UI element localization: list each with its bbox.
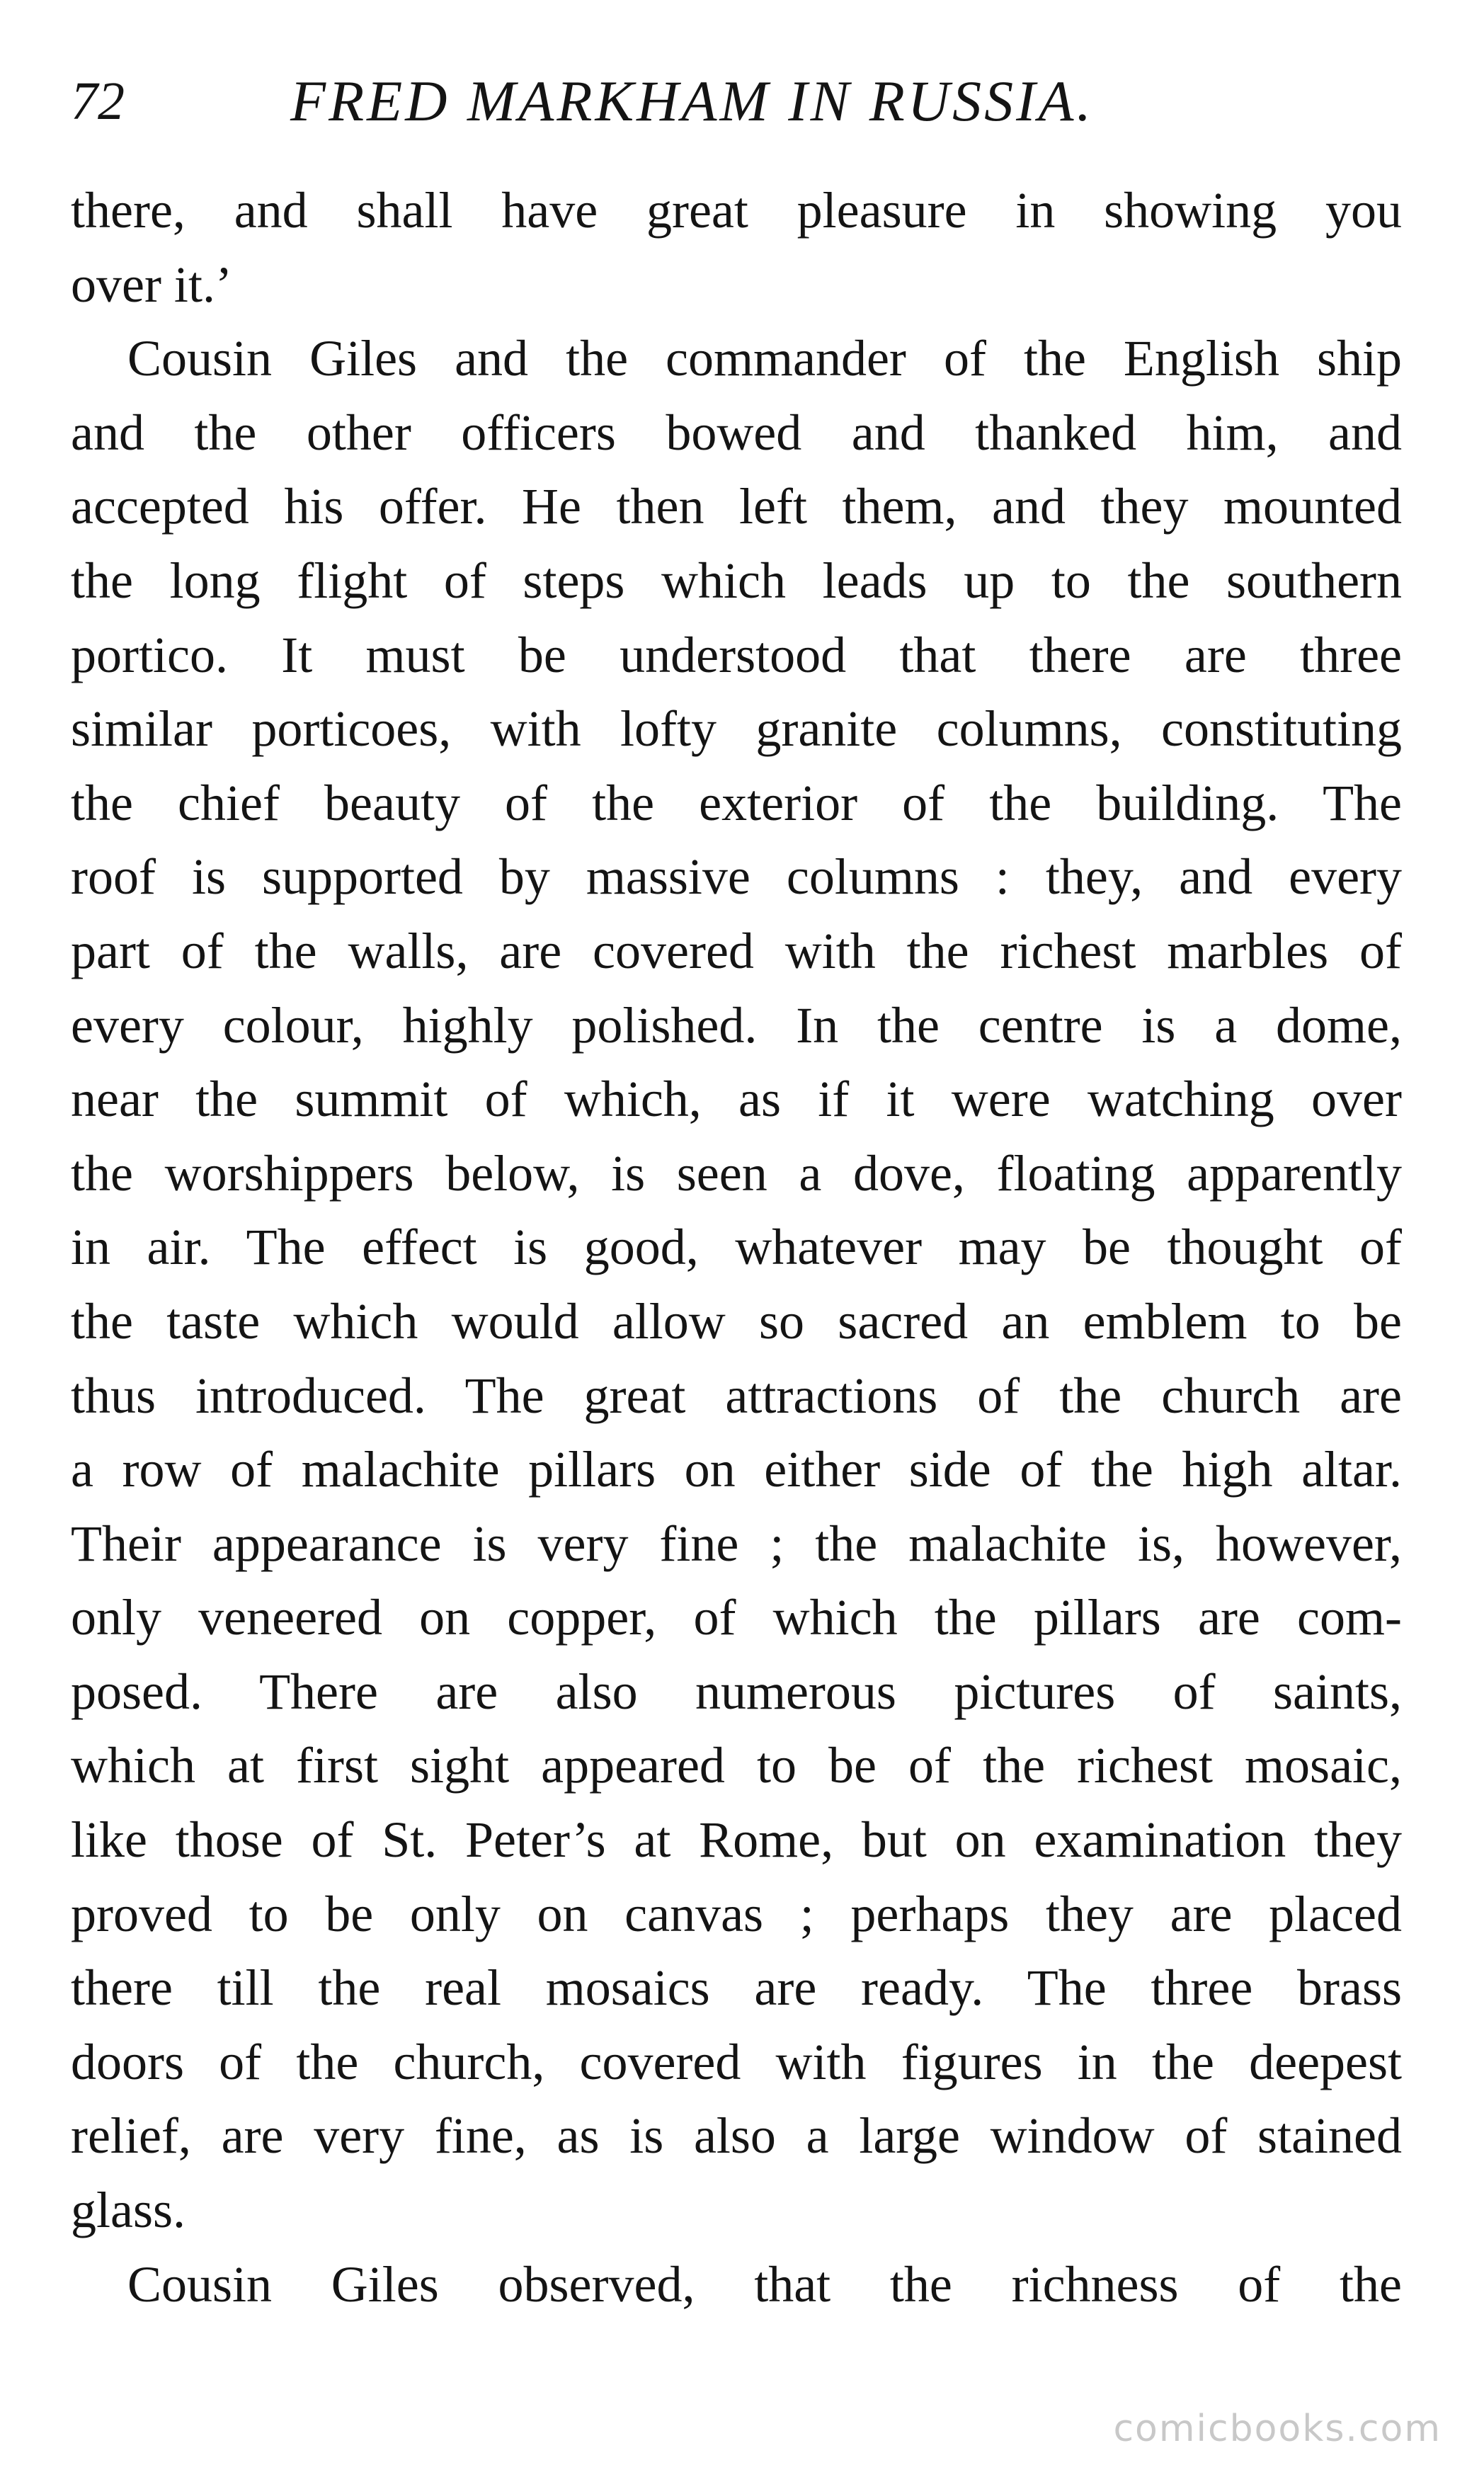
text-line: thus introduced. The great attractions of the church are [71, 1367, 1402, 1424]
text-line: similar porticoes, with lofty granite columns, constituting [71, 700, 1402, 758]
text-line: there till the real mosaics are ready. The three brass [71, 1959, 1402, 2017]
text-line: near the summit of which, as if it were watching over [71, 1071, 1402, 1128]
text-line: there, and shall have great pleasure in showing you [71, 182, 1402, 239]
page-header [71, 62, 1402, 140]
text-line: the taste which would allow so sacred an emblem to be [71, 1292, 1402, 1350]
running-title: FRED MARKHAM IN RUSSIA. [290, 69, 1094, 133]
text-line: glass. [71, 2182, 186, 2239]
body-text [71, 173, 1402, 2321]
text-line: accepted his offer. He then left them, and they mounted [71, 478, 1402, 535]
text-line: Cousin Giles and the commander of the English ship [127, 330, 1402, 387]
text-line: over it.’ [71, 256, 232, 313]
text-line: roof is supported by massive columns : they, and every [71, 848, 1402, 906]
page-number: 72 [71, 72, 125, 131]
text-line: proved to be only on canvas ; perhaps they are placed [71, 1885, 1402, 1942]
text-line: the long flight of steps which leads up to the southern [71, 552, 1402, 609]
text-line: Cousin Giles observed, that the richness of the [127, 2255, 1402, 2313]
text-line: every colour, highly polished. In the centre is a dome, [71, 996, 1402, 1054]
text-line: like those of St. Peter’s at Rome, but on examination they [71, 1811, 1402, 1869]
text-line: doors of the church, covered with figures in the deepest [71, 2033, 1402, 2090]
text-line: portico. It must be understood that there are three [71, 626, 1402, 683]
text-line: which at first sight appeared to be of the richest mosaic, [71, 1737, 1402, 1794]
text-line: part of the walls, are covered with the richest marbles of [71, 922, 1402, 979]
text-line: and the other officers bowed and thanked him, and [71, 404, 1402, 461]
watermark: comicbooks.com [1113, 2408, 1442, 2450]
text-line: only veneered on copper, of which the pillars are com- [71, 1589, 1402, 1646]
text-line: Their appearance is very fine ; the malachite is, however, [71, 1515, 1402, 1572]
text-line: in air. The effect is good, whatever may be thought of [71, 1219, 1402, 1276]
text-line: posed. There are also numerous pictures of saints, [71, 1663, 1402, 1720]
text-line: the worshippers below, is seen a dove, floating apparently [71, 1144, 1402, 1202]
text-line: the chief beauty of the exterior of the building. The [71, 774, 1402, 831]
text-line: relief, are very fine, as is also a large window of stained [71, 2107, 1402, 2165]
text-line: a row of malachite pillars on either side of the high altar. [71, 1441, 1402, 1498]
